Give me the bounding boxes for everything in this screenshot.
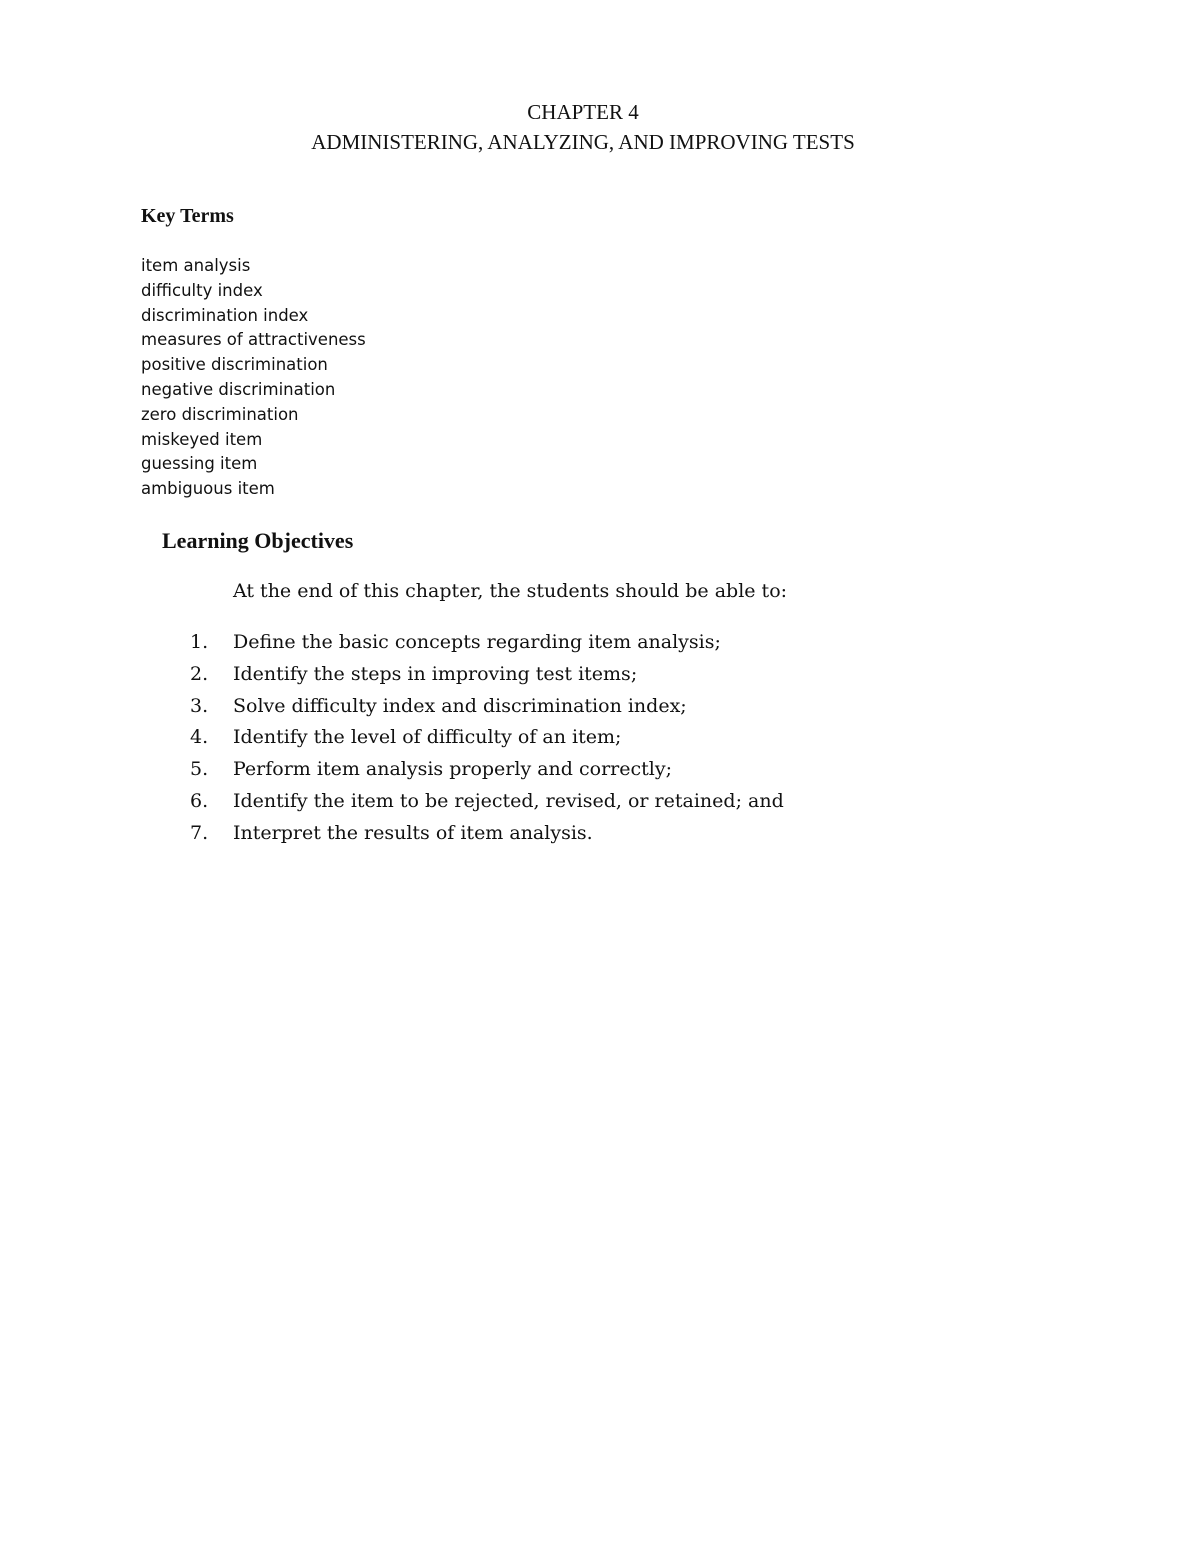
objective-text: Identify the item to be rejected, revised, or retained; and [233, 789, 784, 812]
objective-text: Interpret the results of item analysis. [233, 821, 593, 844]
chapter-header [0, 97, 1166, 157]
key-term: measures of attractiveness [141, 330, 366, 350]
key-term: guessing item [141, 454, 258, 474]
key-terms-heading: Key Terms [141, 205, 234, 227]
objective-text: Perform item analysis properly and correctly; [233, 758, 672, 781]
key-terms-list [141, 254, 366, 502]
key-term: discrimination index [141, 305, 309, 325]
objective-number: 1. [190, 631, 209, 653]
key-term: difficulty index [141, 280, 263, 300]
objective-number: 5. [190, 758, 209, 781]
objective-text: Solve difficulty index and discrimination index; [233, 694, 687, 717]
objective-number: 4. [190, 726, 209, 749]
chapter-number: CHAPTER 4 [527, 100, 639, 124]
key-term: item analysis [141, 256, 251, 275]
objective-text: Define the basic concepts regarding item analysis; [233, 631, 721, 653]
objective-item [190, 722, 784, 754]
objective-item [190, 754, 784, 786]
learning-objectives-heading: Learning Objectives [162, 528, 354, 553]
learning-objectives-list [190, 627, 784, 850]
objective-number: 6. [190, 789, 209, 812]
objective-text: Identify the steps in improving test items; [233, 662, 638, 685]
chapter-title: ADMINISTERING, ANALYZING, AND IMPROVING TESTS [311, 130, 855, 154]
learning-objectives-intro: At the end of this chapter, the students should be able to: [233, 580, 788, 602]
objective-item [190, 786, 784, 818]
objective-number: 3. [190, 694, 209, 717]
objective-item [190, 691, 784, 723]
objective-number: 2. [190, 662, 209, 685]
objective-item [190, 818, 784, 850]
key-term: ambiguous item [141, 479, 275, 499]
objective-number: 7. [190, 821, 209, 844]
key-term: zero discrimination [141, 404, 299, 424]
key-term: positive discrimination [141, 355, 328, 375]
key-term: negative discrimination [141, 379, 336, 399]
objective-text: Identify the level of difficulty of an item; [233, 726, 622, 749]
objective-item [190, 659, 784, 691]
objective-item [190, 627, 784, 659]
key-term: miskeyed item [141, 429, 263, 449]
